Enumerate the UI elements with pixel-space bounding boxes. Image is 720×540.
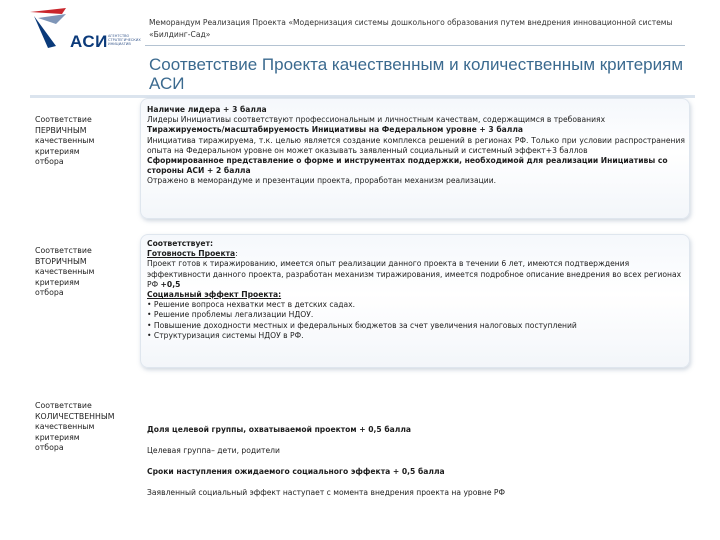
- section3-label: [35, 401, 114, 454]
- social-effect-list: [147, 300, 685, 341]
- section1-label-line: критериям: [35, 146, 80, 156]
- target-group-text: Целевая группа– дети, родители: [147, 446, 280, 455]
- secondary-heading: Соответствует:: [147, 239, 214, 248]
- section1-label-line: Соответствие: [35, 115, 92, 124]
- section2-label-line: отбора: [35, 288, 64, 297]
- list-item: • Решение проблемы легализации НДОУ.: [147, 310, 685, 320]
- effect-timing-text: Заявленный социальный эффект наступает с момента внедрения проекта на уровне РФ: [147, 488, 506, 497]
- asi-logo: [26, 6, 141, 56]
- section3-label-line: качественным: [35, 422, 95, 431]
- section1-label-line: отбора: [35, 157, 64, 166]
- criterion-support: Сформированное представление о форме и инструментах поддержки, необходимой для реализации Инициативы со стороны АСИ + 2 балла: [147, 156, 668, 176]
- criterion-scalability: Тиражируемость/масштабируемость Инициативы на Федеральном уровне + 3 балла: [147, 125, 524, 135]
- section2-label-line: критериям: [35, 277, 80, 287]
- section3-label-line: критериям: [35, 432, 80, 442]
- effect-timing: Сроки наступления ожидаемого социального эффекта + 0,5 балла: [147, 467, 445, 476]
- section2-content: [147, 239, 685, 341]
- list-item: • Повышение доходности местных и федеральных бюджетов за счет увеличения налоговых поступлений: [147, 321, 685, 331]
- criterion-leader-text: Лидеры Инициативы соответствуют профессиональным и личностным качествам, содержащимся в требованиях: [147, 115, 606, 125]
- readiness-text: Проект готов к тиражированию, имеется опыт реализации данного проекта в течении 6 лет, имеются подтверждения эффективности данного проекта, разработан механизм тиражирования, имеется подробное описание внедрения во всех регионах РФ: [147, 259, 682, 289]
- criterion-scalability-text: Инициатива тиражируема, т.к. целью является создание комплекса решений в регионах РФ. Только при условии распространения опыта на Федеральном уровне он может оказывать заявленный социальный и системный эффект+3 баллов: [147, 135, 685, 155]
- logo-caption: АГЕНТСТВО СТРАТЕГИЧЕСКИХ ИНИЦИАТИВ: [108, 34, 141, 46]
- criterion-leader: Наличие лидера + 3 балла: [147, 105, 267, 114]
- readiness-score: +0,5: [160, 279, 181, 289]
- list-item: • Решение вопроса нехватки мест в детских садах.: [147, 300, 685, 310]
- social-effect-title: Социальный эффект Проекта:: [147, 290, 282, 300]
- section2-label-line: качественным: [35, 267, 95, 276]
- header-text: Меморандум Реализация Проекта «Модернизация системы дошкольного образования путем внедрения инновационной системы «Билдинг-Сад»: [149, 18, 673, 39]
- section1-label: [35, 115, 94, 168]
- target-group-share: Доля целевой группы, охватываемой проектом + 0,5 балла: [147, 425, 412, 434]
- section3-label-line: КОЛИЧЕСТВЕННЫМ: [35, 411, 115, 421]
- logo-name: АСИ: [70, 32, 108, 51]
- page-title: Соответствие Проекта качественным и количественным критериям АСИ: [149, 55, 684, 93]
- readiness-text-block: [147, 259, 685, 290]
- section2-label: [35, 246, 94, 299]
- readiness-title: Готовность Проекта: [147, 249, 236, 259]
- section3-content: [147, 424, 685, 508]
- list-item: • Структуризация системы НДОУ в РФ.: [147, 331, 685, 341]
- header-divider: [145, 45, 685, 46]
- section1-content: [147, 105, 685, 187]
- section1-label-line: ПЕРВИЧНЫМ: [35, 125, 87, 135]
- readiness-colon: :: [235, 249, 238, 259]
- section3-label-line: отбора: [35, 443, 64, 452]
- criterion-support-text: Отражено в меморандуме и презентации проекта, проработан механизм реализации.: [147, 176, 497, 186]
- section1-label-line: качественным: [35, 136, 95, 145]
- section3-label-line: Соответствие: [35, 401, 92, 410]
- section2-label-line: Соответствие: [35, 246, 92, 255]
- section2-label-line: ВТОРИЧНЫМ: [35, 256, 87, 266]
